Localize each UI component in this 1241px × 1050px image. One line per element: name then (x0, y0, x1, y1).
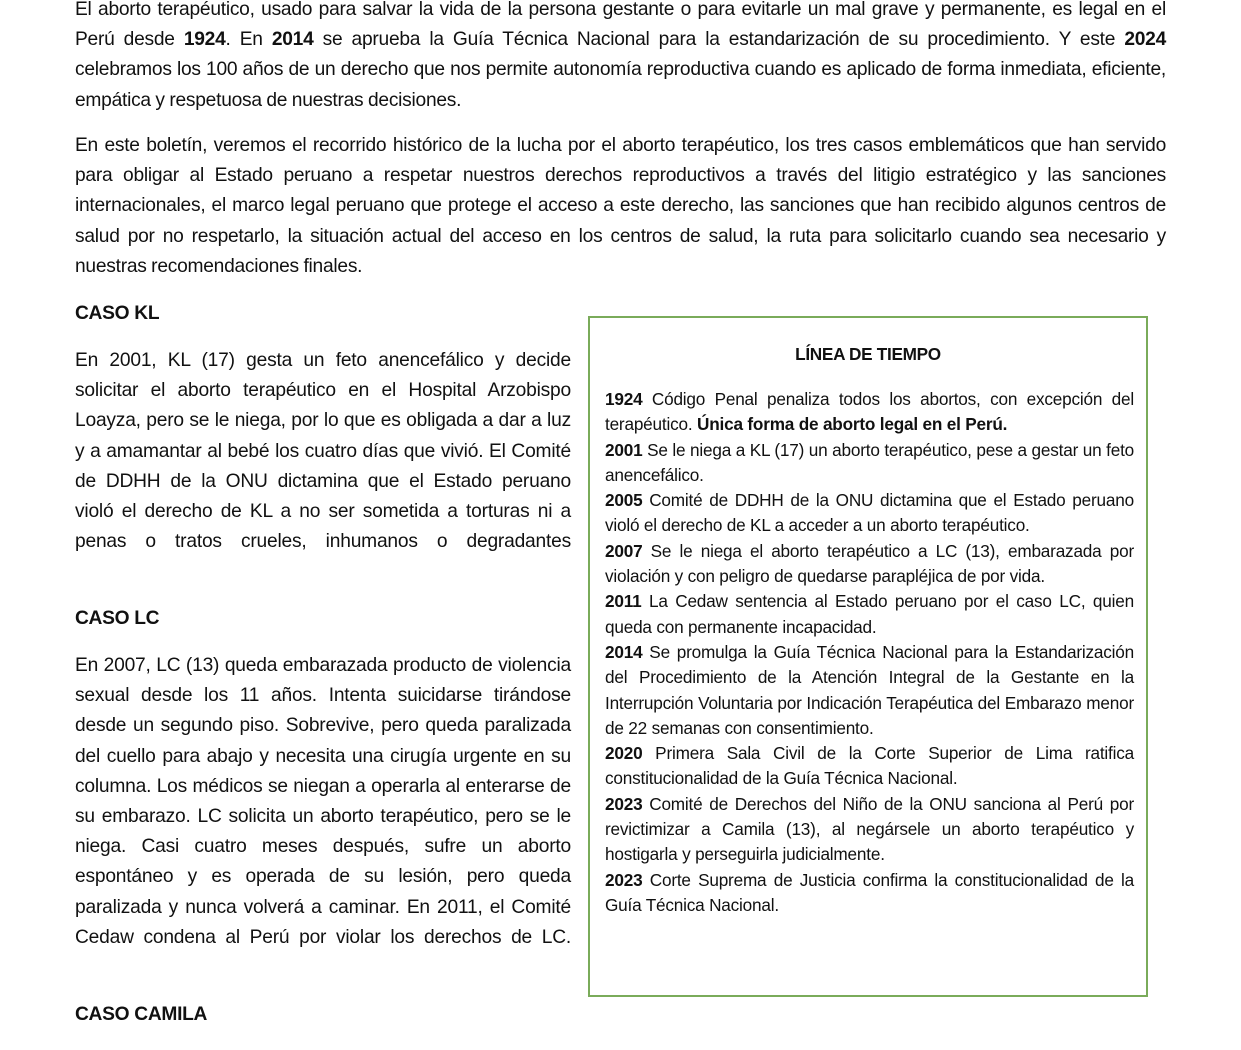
timeline-list (605, 387, 1134, 918)
timeline-year: 2007 (605, 540, 643, 561)
intro-paragraph (75, 0, 1166, 116)
timeline-text: Comité de Derechos del Niño de la ONU sanciona al Perú por revictimizar a Camila (13), al negársele un aborto terapéutico y hostigarla y perseguirla judicialmente. (605, 793, 1134, 865)
intro-text: . En (225, 29, 272, 51)
timeline-year: 2023 (605, 869, 643, 890)
timeline-emphasis: Única forma de aborto legal en el Perú. (697, 414, 1008, 435)
timeline-item (605, 387, 1134, 438)
intro-text: celebramos los 100 años de un derecho que nos permite autonomía reproductiva cuando es aplicado de forma inmediata, eficiente, empática y respetuosa de nuestras decisiones. (75, 59, 1166, 111)
timeline-item (605, 741, 1134, 792)
timeline-item (605, 488, 1134, 539)
case-kl-heading: CASO KL (75, 303, 160, 324)
timeline-year: 1924 (605, 389, 643, 409)
year-highlight: 2024 (1124, 29, 1166, 51)
timeline-text: Se le niega a KL (17) un aborto terapéutico, pese a gestar un feto anencefálico. (605, 439, 1134, 485)
timeline-text: Se promulga la Guía Técnica Nacional para la Estandarización del Procedimiento de la Atención Integral de la Gestante en la Interrupción Voluntaria por Indicación Terapéutica del Embarazo menor de 22 semanas con consentimiento. (605, 641, 1134, 738)
timeline-item (605, 589, 1134, 640)
intro-text: El aborto terapéutico, usado para salvar la vida de la persona gestante o para evitarle un mal grave y permanente, es legal en el Perú desde (75, 0, 1166, 51)
timeline-year: 2001 (605, 439, 643, 460)
timeline-text: Comité de DDHH de la ONU dictamina que el Estado peruano violó el derecho de KL a acceder a un aborto terapéutico. (605, 490, 1134, 536)
year-highlight: 2014 (271, 29, 314, 51)
intro-text: se aprueba la Guía Técnica Nacional para la estandarización de su procedimiento. Y este (313, 29, 1125, 51)
timeline-item (605, 792, 1134, 868)
timeline-item (605, 868, 1134, 919)
case-camila-heading: CASO CAMILA (75, 1004, 208, 1025)
case-lc-body: En 2007, LC (13) queda embarazada producto de violencia sexual desde los 11 años. Intenta suicidarse tirándose desde un segundo piso. Sobrevive, pero queda paralizada del cuello para abajo y necesita una cirugía urgente en su columna. Los médicos se niegan a operarla al enterarse de su embarazo. LC solicita un aborto terapéutico, pero se le niega. Casi cuatro meses después, sufre un aborto espontáneo y es operada de su lesión, pero queda paralizada y nunca volverá a caminar. En 2011, el Comité Cedaw condena al Perú por violar los derechos de LC. (75, 655, 571, 948)
timeline-text: La Cedaw sentencia al Estado peruano por el caso LC, quien queda con permanente incapacidad. (605, 591, 1134, 637)
year-highlight: 1924 (183, 29, 226, 51)
case-lc-heading: CASO LC (75, 608, 160, 629)
case-kl-body: En 2001, KL (17) gesta un feto anencefálico y decide solicitar el aborto terapéutico en el Hospital Arzobispo Loayza, pero se le niega, por lo que es obligada a dar a luz y a amamantar al bebé los cuatro días que vivió. El Comité de DDHH de la ONU dictamina que el Estado peruano violó el derecho de KL a no ser sometida a torturas ni a penas o tratos crueles, inhumanos o degradantes (75, 350, 571, 553)
timeline-box (588, 316, 1148, 997)
timeline-text: Código Penal penaliza todos los abortos, con excepción del terapéutico. (605, 389, 1134, 435)
timeline-year: 2020 (605, 743, 643, 764)
bulletin-summary-paragraph: En este boletín, veremos el recorrido histórico de la lucha por el aborto terapéutico, los tres casos emblemáticos que han servido para obligar al Estado peruano a respetar nuestros derechos reproductivos a través del litigio estratégico y las sanciones internacionales, el marco legal peruano que protege el acceso a este derecho, las sanciones que han recibido algunos centros de salud por no respetarlo, la situación actual del acceso en los centros de salud, la ruta para solicitarlo cuando sea necesario y nuestras recomendaciones finales. (75, 135, 1166, 277)
timeline-text: Se le niega el aborto terapéutico a LC (13), embarazada por violación y con peligro de quedarse parapléjica de por vida. (605, 540, 1134, 587)
timeline-item (605, 438, 1134, 489)
timeline-item (605, 640, 1134, 741)
timeline-year: 2005 (605, 490, 643, 511)
timeline-year: 2011 (605, 591, 642, 612)
timeline-title: LÍNEA DE TIEMPO (795, 344, 941, 364)
timeline-year: 2014 (605, 641, 643, 662)
timeline-year: 2023 (605, 793, 643, 814)
timeline-item (605, 539, 1134, 590)
timeline-text: Corte Suprema de Justicia confirma la constitucionalidad de la Guía Técnica Nacional. (605, 869, 1134, 915)
timeline-text: Primera Sala Civil de la Corte Superior de Lima ratifica constitucionalidad de la Guía Técnica Nacional. (605, 743, 1134, 789)
